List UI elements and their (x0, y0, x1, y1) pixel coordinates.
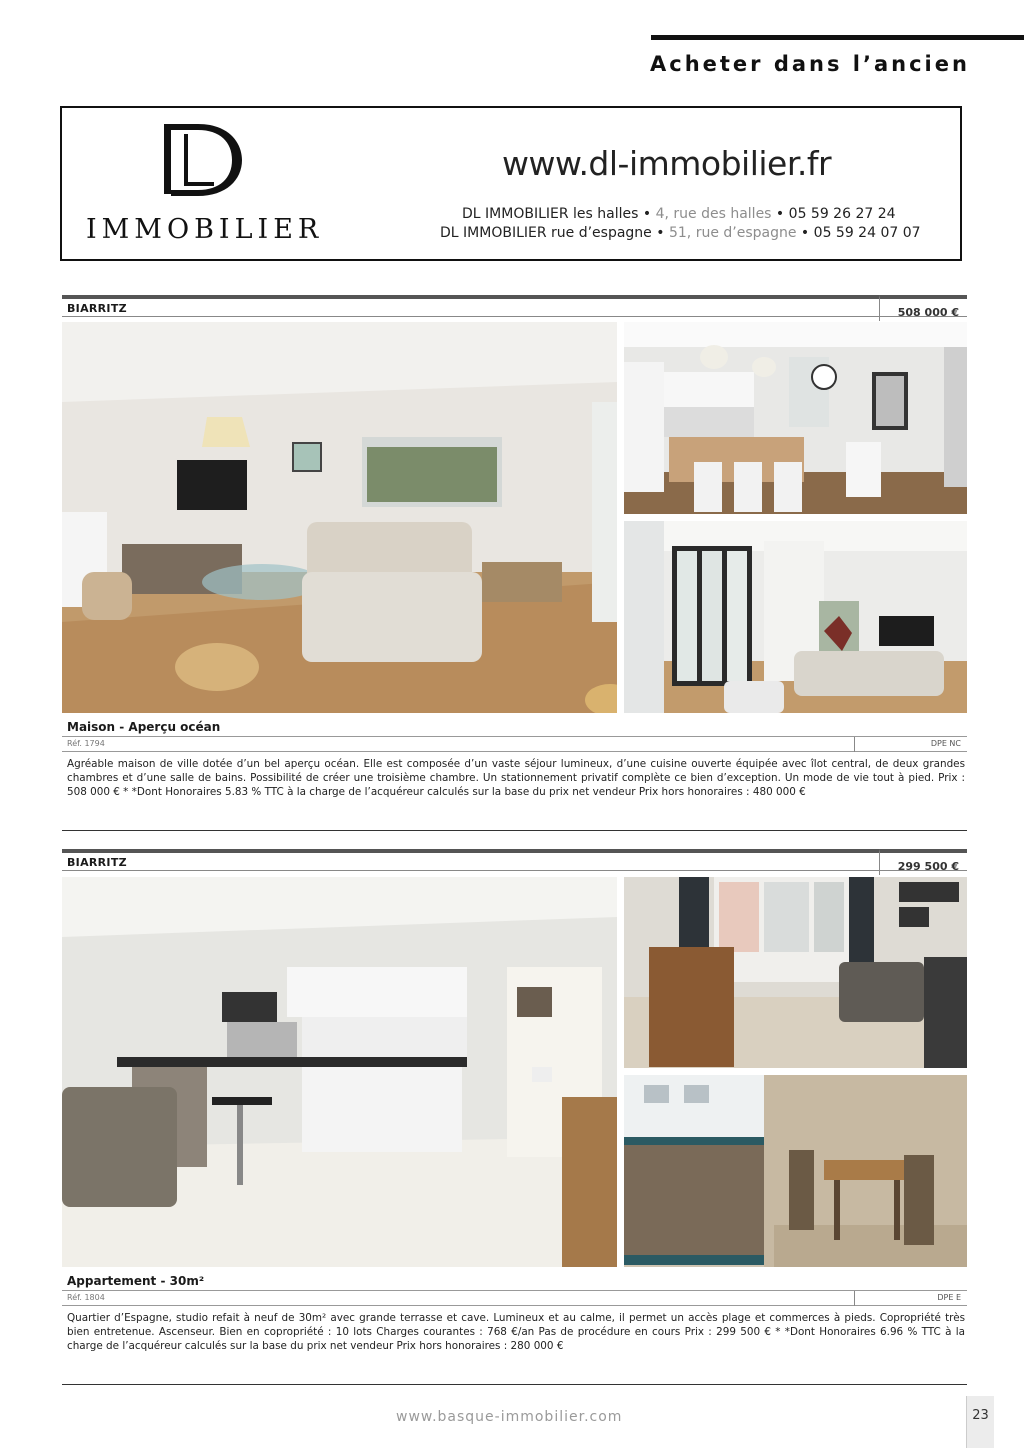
price-box (879, 295, 967, 321)
logo-wordmark: IMMOBILIER (86, 214, 324, 245)
office-line-halles: DL IMMOBILIER les halles • 4, rue des halles • 05 59 26 27 24 (462, 206, 896, 222)
dpe-box (854, 737, 967, 752)
living-room-photo[interactable] (62, 322, 617, 713)
listing-end-rule (62, 1384, 967, 1385)
listing-title: Maison - Aperçu océan (67, 720, 221, 734)
title-rule (62, 1290, 967, 1291)
listing-price: 508 000 € (897, 306, 959, 319)
studio-kitchen-photo[interactable] (62, 877, 617, 1267)
agency-website[interactable]: www.dl-immobilier.fr (502, 144, 832, 183)
studio-living-photo[interactable] (624, 877, 967, 1068)
office-address: 51, rue d’espagne (668, 225, 797, 241)
listing-title: Appartement - 30m² (67, 1274, 205, 1288)
listing-description: Quartier d’Espagne, studio refait à neuf de 30m² avec grande terrasse et cave. Lumineux et au calme, il permet un accès plage et commerces à pieds. Copropriété très bien entretenue. Ascenseur. Bien en copropriété : 10 lots Charges courantes : 768 €/an Pas de procédure en cours Prix : 299 500 € * *Dont Honoraires 6.96 % TTC à la charge de l’acquéreur calculés sur la base du prix net vendeur Prix hors honoraires : 280 000 € (67, 1312, 965, 1352)
footer-website[interactable]: www.basque-immobilier.com (396, 1409, 623, 1425)
price-box (879, 849, 967, 875)
listing-ref: Réf. 1804 (67, 1293, 105, 1302)
office-name: DL IMMOBILIER les halles (462, 206, 639, 222)
kitchen-photo[interactable] (624, 322, 967, 514)
listing-card (62, 849, 967, 1389)
terrace-photo[interactable] (624, 1075, 967, 1267)
title-rule (62, 736, 967, 737)
page-number: 23 (966, 1396, 994, 1448)
office-phone[interactable]: 05 59 24 07 07 (813, 225, 921, 241)
living-space-photo[interactable] (624, 521, 967, 713)
listing-dpe: DPE E (937, 1293, 961, 1302)
listing-card (62, 295, 967, 835)
listing-city: BIARRITZ (67, 302, 127, 315)
listing-description: Agréable maison de ville dotée d’un bel aperçu océan. Elle est composée d’un vaste séjour lumineux, d’une cuisine ouverte équipée avec îlot central, de deux grandes chambres et d’une salle de bains. Possibilité de créer une troisième chambre. Un stationnement privatif complète ce bien d’exception. Un mode de vie tout à pied. Prix : 508 000 € * *Dont Honoraires 5.83 % TTC à la charge de l’acquéreur calculés sur la base du prix net vendeur Prix hors honoraires : 480 000 € (67, 758, 965, 798)
listing-end-rule (62, 830, 967, 831)
listing-ref: Réf. 1794 (67, 739, 105, 748)
top-rule (651, 35, 1024, 40)
dl-logo-icon (158, 120, 248, 210)
listing-meta (62, 738, 967, 752)
office-name: DL IMMOBILIER rue d’espagne (440, 225, 652, 241)
agency-banner (60, 106, 962, 261)
dpe-box (854, 1291, 967, 1306)
listing-dpe: DPE NC (930, 739, 961, 748)
listing-meta (62, 1292, 967, 1306)
listing-city: BIARRITZ (67, 856, 127, 869)
office-address: 4, rue des halles (655, 206, 772, 222)
office-line-espagne: DL IMMOBILIER rue d’espagne • 51, rue d’espagne • 05 59 24 07 07 (440, 225, 921, 241)
office-phone[interactable]: 05 59 26 27 24 (788, 206, 896, 222)
section-title: Acheter dans l’ancien (650, 52, 970, 76)
listing-price: 299 500 € (897, 860, 959, 873)
listing-header (62, 295, 967, 317)
listing-header (62, 849, 967, 871)
